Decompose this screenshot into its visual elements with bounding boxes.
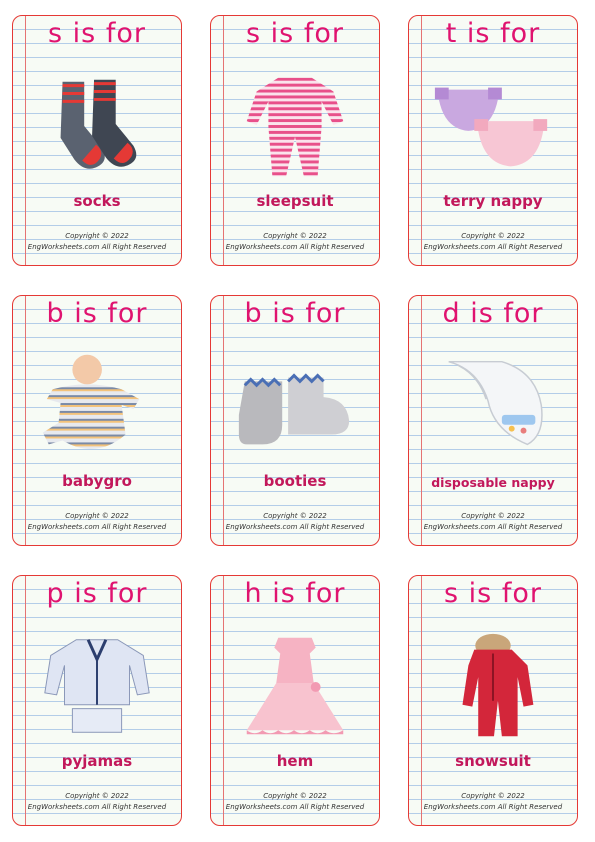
flashcard-hem <box>210 575 380 826</box>
card-heading: h is for <box>244 578 346 609</box>
hem-dress-icon <box>231 626 359 746</box>
card-word: pyjamas <box>61 752 133 770</box>
socks-icon <box>33 66 161 186</box>
copyright-line2: EngWorksheets.com All Right Reserved <box>423 243 563 251</box>
copyright-line1: Copyright © 2022 <box>65 512 129 520</box>
copyright-line2: EngWorksheets.com All Right Reserved <box>225 523 365 531</box>
copyright-line1: Copyright © 2022 <box>461 792 525 800</box>
copyright <box>211 511 379 533</box>
copyright-line1: Copyright © 2022 <box>263 792 327 800</box>
card-heading: b is for <box>244 298 346 329</box>
flashcard-pyjamas <box>12 575 182 826</box>
card-heading: d is for <box>442 298 544 329</box>
copyright-line2: EngWorksheets.com All Right Reserved <box>225 243 365 251</box>
copyright <box>409 791 577 813</box>
card-heading: s is for <box>444 578 542 609</box>
card-heading: t is for <box>445 18 541 49</box>
copyright-line2: EngWorksheets.com All Right Reserved <box>27 803 167 811</box>
copyright-line1: Copyright © 2022 <box>65 232 129 240</box>
copyright <box>13 791 181 813</box>
flashcard-disposable-nappy <box>408 295 578 546</box>
card-word: socks <box>73 192 121 210</box>
copyright-line1: Copyright © 2022 <box>461 232 525 240</box>
terry-nappy-icon <box>429 66 557 186</box>
copyright-line1: Copyright © 2022 <box>65 792 129 800</box>
card-word: babygro <box>62 472 132 490</box>
card-word: snowsuit <box>455 752 531 770</box>
copyright-line2: EngWorksheets.com All Right Reserved <box>423 523 563 531</box>
flashcard-socks <box>12 15 182 266</box>
copyright <box>13 511 181 533</box>
card-heading: b is for <box>46 298 148 329</box>
card-heading: s is for <box>246 18 344 49</box>
flashcard-booties <box>210 295 380 546</box>
booties-icon <box>231 346 359 466</box>
card-word: terry nappy <box>443 192 543 210</box>
babygro-icon <box>33 346 161 466</box>
card-word: booties <box>263 472 327 490</box>
card-word: disposable nappy <box>431 475 555 490</box>
flashcard-terry-nappy <box>408 15 578 266</box>
copyright <box>409 231 577 253</box>
copyright <box>13 231 181 253</box>
flashcard-sleepsuit <box>210 15 380 266</box>
card-word: hem <box>276 752 314 770</box>
copyright-line1: Copyright © 2022 <box>461 512 525 520</box>
copyright-line2: EngWorksheets.com All Right Reserved <box>225 803 365 811</box>
copyright-line1: Copyright © 2022 <box>263 512 327 520</box>
card-heading: p is for <box>46 578 148 609</box>
copyright-line2: EngWorksheets.com All Right Reserved <box>423 803 563 811</box>
copyright <box>211 791 379 813</box>
copyright-line2: EngWorksheets.com All Right Reserved <box>27 523 167 531</box>
card-heading: s is for <box>48 18 146 49</box>
copyright-line1: Copyright © 2022 <box>263 232 327 240</box>
sleepsuit-icon <box>231 66 359 186</box>
snowsuit-icon <box>429 626 557 746</box>
disposable-nappy-icon <box>429 346 557 466</box>
copyright <box>211 231 379 253</box>
card-word: sleepsuit <box>256 192 334 210</box>
flashcard-babygro <box>12 295 182 546</box>
copyright-line2: EngWorksheets.com All Right Reserved <box>27 243 167 251</box>
copyright <box>409 511 577 533</box>
flashcard-snowsuit <box>408 575 578 826</box>
pyjamas-icon <box>33 626 161 746</box>
